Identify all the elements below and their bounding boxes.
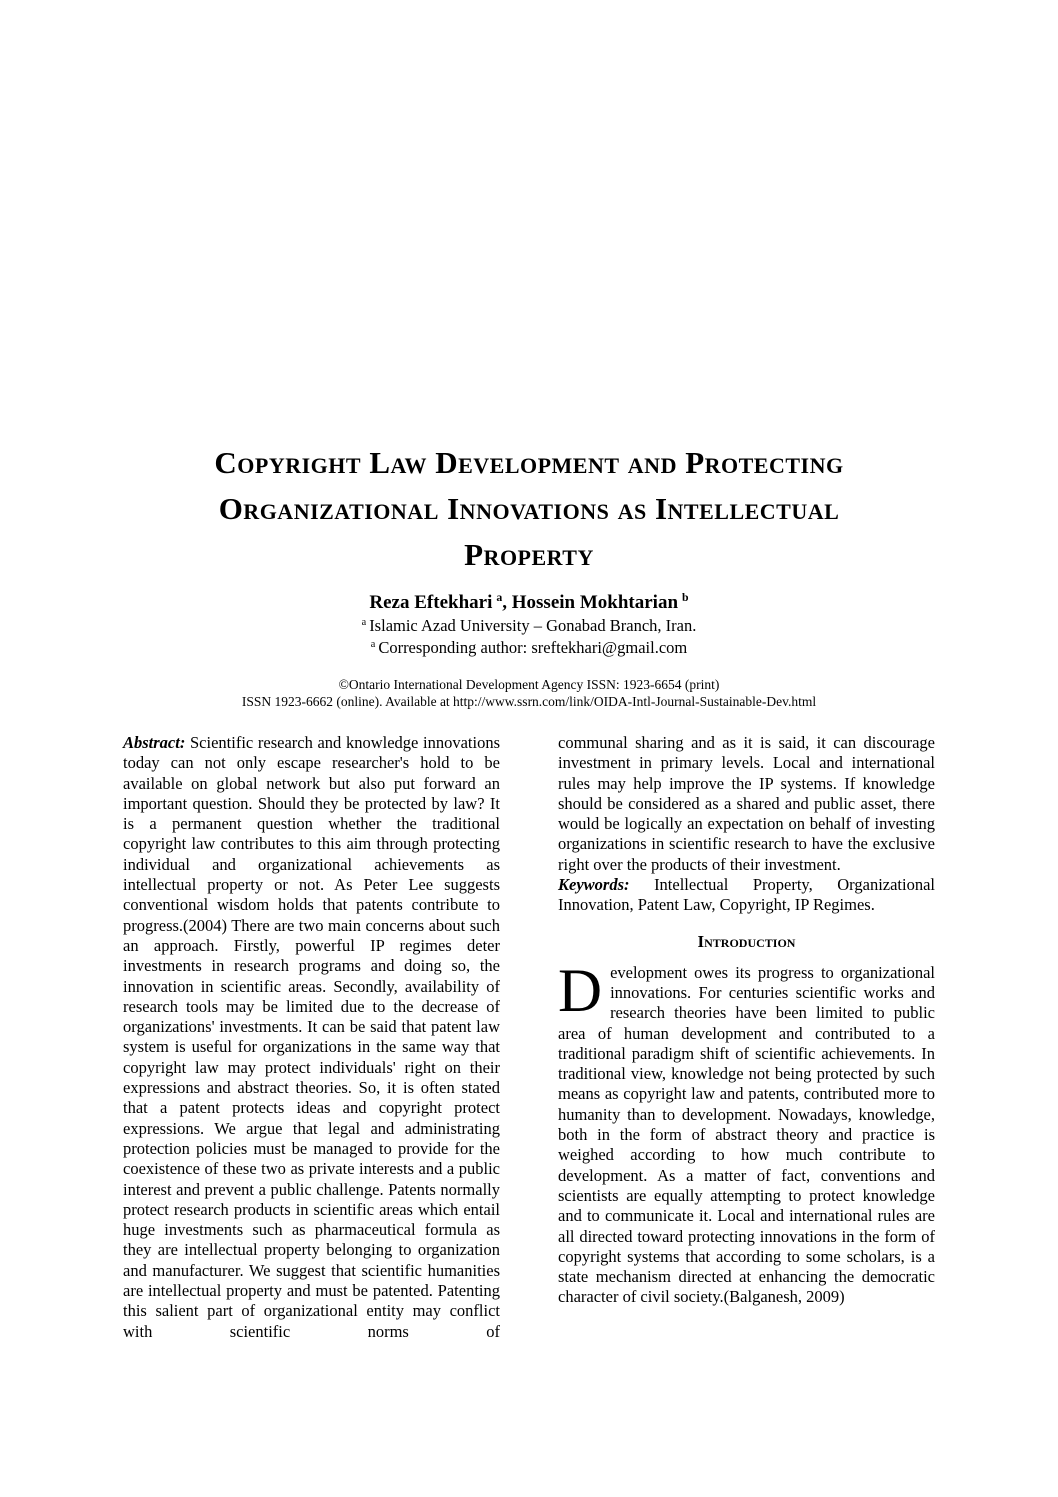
- author-separator: ,: [502, 592, 512, 613]
- abstract-paragraph: [123, 733, 500, 1342]
- author-name-2: Hossein Mokhtarian: [511, 592, 679, 613]
- author-affiliation-marker-b: b: [682, 590, 689, 604]
- two-column-body: [0, 733, 1058, 1342]
- paper-title-line-2: Organizational Innovations as Intellectual: [218, 491, 840, 526]
- keywords-label: Keywords:: [558, 875, 630, 895]
- paper-title-line-1: Copyright Law Development and Protecting: [214, 445, 844, 480]
- affiliation-marker: a: [370, 638, 376, 650]
- title-block: [0, 440, 1058, 710]
- author-affiliation-marker-a: a: [496, 590, 503, 604]
- paper-title: [0, 440, 1058, 578]
- introduction-heading: Introduction: [697, 931, 796, 951]
- introduction-text: evelopment owes its progress to organizational innovations. For centuries scientific works and research theories have been limited to public area of human development and contributed to a traditional paradigm shift of scientific achievements. In traditional view, knowledge not being protected by such means as copyright law and patents, contributed more to humanity than to development. Nowadays, knowledge, both in the form of abstract theory and practice is weighed according to how much contribute to development. As a matter of fact, conventions and scientists are equally attempting to protect knowledge and to communicate it. Local and international rules are all directed toward protecting innovations in the form of copyright systems that according to some scholars, is a state mechanism directed at enhancing the democratic character of civil society.(Balganesh, 2009): [558, 962, 935, 1307]
- corresponding-author-text: Corresponding author: sreftekhari@gmail.com: [378, 638, 688, 657]
- left-column: [123, 733, 500, 1342]
- abstract-label: Abstract:: [123, 733, 186, 752]
- publisher-block: [0, 676, 1058, 710]
- abstract-text-right: communal sharing and as it is said, it can discourage investment in primary levels. Local and international rules may help improve the IP systems. If knowledge should be considered as a shared and public asset, there would be logically an expectation on behalf of investing organizations in scientific research to have the exclusive right over the products of their investment.: [558, 733, 935, 874]
- publisher-issn-print: ©Ontario International Development Agency ISSN: 1923-6654 (print): [338, 677, 720, 692]
- affiliation-text: Islamic Azad University – Gonabad Branch, Iran.: [369, 616, 697, 635]
- publisher-issn-online-url: ISSN 1923-6662 (online). Available at http://www.ssrn.com/link/OIDA-Intl-Journal-Sustainable-Dev.html: [241, 694, 817, 709]
- keywords-paragraph: [558, 875, 935, 916]
- author-name-1: Reza Eftekhari: [369, 592, 493, 613]
- affiliation-line: [0, 615, 1058, 637]
- introduction-paragraph: [558, 957, 935, 1308]
- keywords-text: Intellectual Property, Organizational Innovation, Patent Law, Copyright, IP Regimes.: [558, 875, 935, 915]
- drop-cap: D: [558, 957, 603, 1025]
- paper-title-line-3: Property: [464, 537, 594, 572]
- right-column: [558, 733, 935, 1342]
- affiliation-marker: a: [361, 616, 367, 628]
- abstract-continued-paragraph: [558, 733, 935, 875]
- corresponding-author-line: [0, 637, 1058, 659]
- abstract-text-left: Scientific research and knowledge innovations today can not only escape researcher's hold to be available on global network but also put forward an important question. Should they be protected by law? It is a permanent question whether the traditional copyright law contributes to this aim through protecting individual and organizational achievements as intellectual property or not. As Peter Lee suggests conventional wisdom holds that patents contribute to progress.(2004) There are two main concerns about such an approach. Firstly, powerful IP regimes deter investments in research programs and doing so, the innovation in scientific areas. Secondly, availability of research tools may be limited due to the decrease of organizations' investments. It can be said that patent law system is useful for organizations in the same way that copyright law may protect individuals' right on their expressions and abstract theories. So, it is often stated that a patent protects ideas and copyright protect expressions. We argue that legal and administrating protection policies must be managed to provide for the coexistence of these two as private interests and a public interest and prevent a public challenge. Patents normally protect research products in scientific areas which entail huge investments such as pharmaceutical formula as they are intellectual property belonging to organization and manufacturer. We suggest that scientific humanities are intellectual property and must be patented. Patenting this salient part of organizational entity may conflict with scientific norms of: [123, 733, 501, 1341]
- authors-line: [0, 591, 1058, 615]
